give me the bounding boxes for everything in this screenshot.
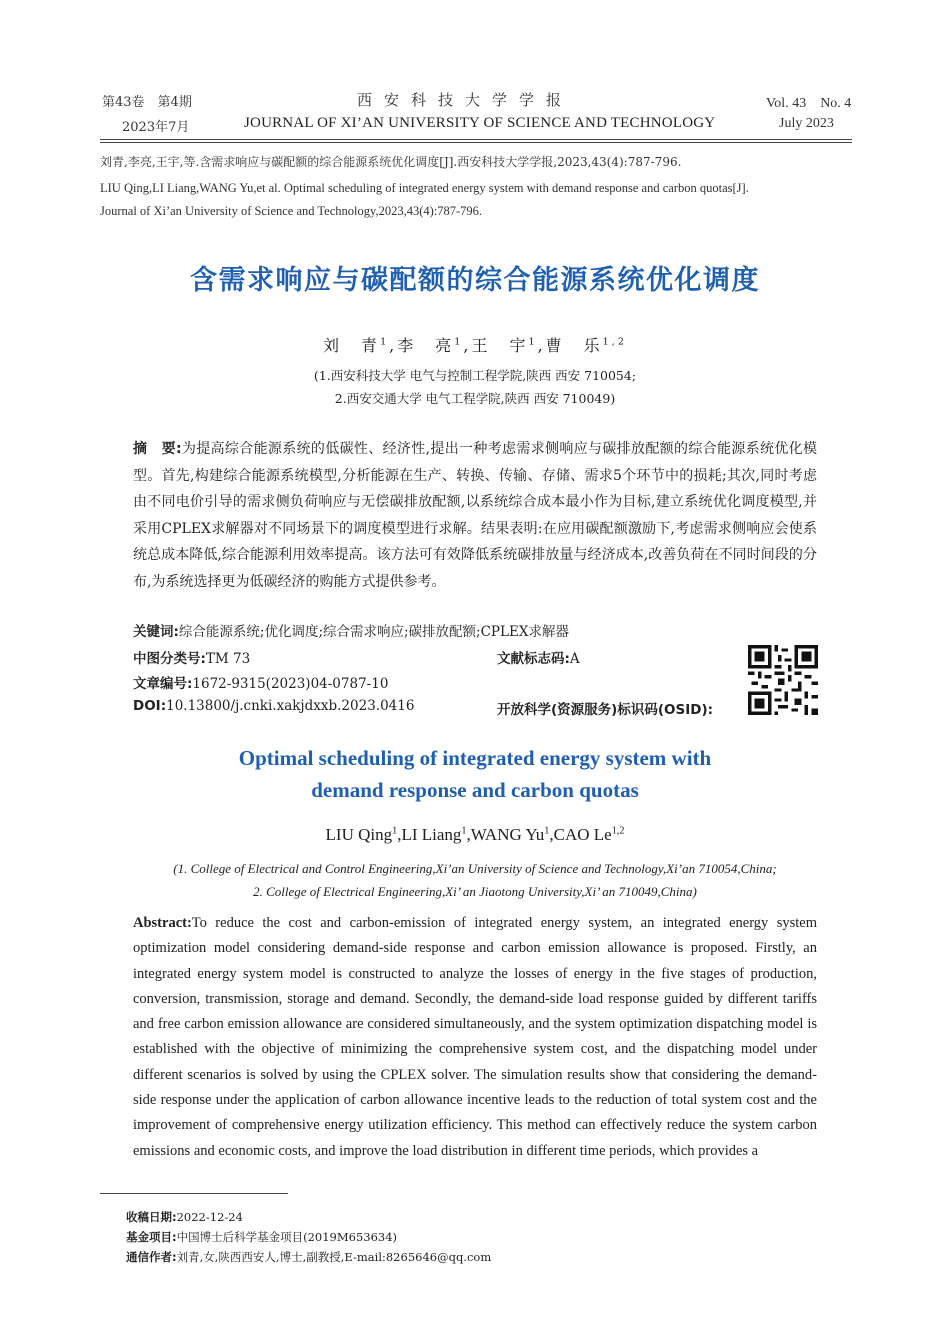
citation-en-1: LIU Qing,LI Liang,WANG Yu,et al. Optimal scheduling of integrated energy system with demand response and carbon quotas[J]. bbox=[100, 181, 749, 195]
abstract-cn-label: 摘 要: bbox=[133, 441, 182, 457]
issue-date-cn: 2023年7月 bbox=[122, 120, 190, 135]
author-li-liang-en: ,LI Liang bbox=[397, 825, 462, 844]
author-sup: 1 bbox=[454, 336, 464, 348]
paper-title-en bbox=[0, 742, 950, 806]
doc-label: 文献标志码: bbox=[497, 651, 570, 667]
author-wang-yu: ,王 宇 bbox=[463, 336, 529, 355]
header-rule bbox=[100, 139, 852, 140]
document-code bbox=[497, 647, 580, 667]
abstract-cn-text: 为提高综合能源系统的低碳性、经济性,提出一种考虑需求侧响应与碳排放配额的综合能源系统优化模型。首先,构建综合能源系统模型,分析能源在生产、转换、传输、存储、需求5个环节中的损耗;其次,同时考虑由不同电价引导的需求侧负荷响应与无偿碳排放配额,以系统综合成本最小作为目标,建立系统优化调度模型,并采用CPLEX求解器对不同场景下的调度模型进行求解。结果表明:在应用碳配额激励下,考虑需求侧响应会使系统总成本降低,综合能源利用效率提高。该方法可有效降低系统碳排放量与经济成本,改善负荷在不同时间段的分布,为系统选择更为低碳经济的购能方式提供参考。 bbox=[133, 441, 817, 590]
author-value: 刘青,女,陕西西安人,博士,副教授,E-mail:8265646@qq.com bbox=[176, 1250, 492, 1264]
author-liu-qing-en: LIU Qing bbox=[325, 825, 393, 844]
author-li-liang: ,李 亮 bbox=[389, 336, 455, 355]
article-value: 1672-9315(2023)04-0787-10 bbox=[192, 676, 389, 692]
author-sup: 1 bbox=[544, 825, 550, 837]
abstract-en bbox=[133, 911, 817, 1164]
keywords-text: 综合能源系统;优化调度;综合需求响应;碳排放配额;CPLEX求解器 bbox=[178, 624, 569, 640]
author-liu-qing: 刘 青 bbox=[323, 336, 381, 355]
fund-label: 基金项目: bbox=[126, 1230, 177, 1244]
affiliation-cn-2: 2.西安交通大学 电气工程学院,陕西 西安 710049) bbox=[334, 391, 616, 406]
paper-title-en-line1: Optimal scheduling of integrated energy system with bbox=[238, 746, 712, 770]
author-cao-le: ,曹 乐 bbox=[537, 336, 603, 355]
citation-cn: 刘青,李亮,王宇,等.含需求响应与碳配额的综合能源系统优化调度[J].西安科技大学学报,2023,43(4):787-796. bbox=[100, 155, 682, 169]
keywords-label: 关键词: bbox=[133, 624, 179, 640]
authors-cn bbox=[0, 333, 950, 356]
article-number bbox=[133, 672, 388, 692]
corresponding-author bbox=[126, 1249, 491, 1265]
doi bbox=[133, 698, 414, 714]
fund-value: 中国博士后科学基金项目(2019M653634) bbox=[176, 1230, 398, 1244]
osid bbox=[497, 698, 713, 718]
clc-number bbox=[133, 647, 250, 667]
citation-en-2: Journal of Xi’an University of Science and Technology,2023,43(4):787-796. bbox=[100, 204, 483, 218]
paper-title-en-line2: demand response and carbon quotas bbox=[311, 778, 639, 802]
author-sup: 1 bbox=[528, 336, 538, 348]
abstract-en-label: Abstract: bbox=[133, 915, 192, 931]
author-sup: 1 bbox=[461, 825, 467, 837]
abstract-en-text: To reduce the cost and carbon-emission of integrated energy system, an integrated energy system optimization model considering demand-side response and carbon emission allowance is proposed. Firstly, an integrated energy system model is constructed to analyze the losses of energy in the five stages of production, conversion, transmission, storage and demand. Secondly, the demand-side load response guided by different tariffs and free carbon emission allowance are considered simultaneously, and the system optimization dispatching model is established with the objective of minimizing the comprehensive system cost, and the dispatching model under different scenarios is solved by using the CPLEX solver. The simulation results show that considering the demand-side response under the application of carbon allowance incentive leads to the reduction of total system cost and the improvement of comprehensive energy utilization efficiency. This method can effectively reduce the system carbon emissions and economic costs, and improve the load distribution in different time periods, which provides a bbox=[133, 915, 817, 1159]
header-rule-2 bbox=[100, 142, 852, 143]
journal-name-en: JOURNAL OF XI’AN UNIVERSITY OF SCIENCE AND TECHNOLOGY bbox=[244, 115, 716, 131]
authors-en bbox=[0, 825, 950, 845]
author-cao-le-en: ,CAO Le bbox=[549, 825, 612, 844]
clc-label: 中图分类号: bbox=[133, 651, 206, 667]
author-label: 通信作者: bbox=[126, 1250, 177, 1264]
author-sup: 1 bbox=[380, 336, 390, 348]
doi-label: DOI: bbox=[133, 698, 167, 714]
osid-label: 开放科学(资源服务)标识码(OSID): bbox=[497, 702, 714, 718]
issue-date-en: July 2023 bbox=[779, 116, 834, 131]
received-date bbox=[126, 1209, 243, 1225]
author-sup: 1,2 bbox=[602, 336, 627, 348]
received-value: 2022-12-24 bbox=[176, 1210, 243, 1224]
doc-value: A bbox=[569, 651, 580, 667]
abstract-cn bbox=[133, 436, 817, 596]
affiliation-en-1: (1. College of Electrical and Control Engineering,Xi’an University of Science and Technology,Xi’an 710054,China; bbox=[173, 861, 777, 876]
footnote-rule bbox=[100, 1193, 288, 1194]
clc-value: TM 73 bbox=[205, 651, 251, 667]
doi-value: 10.13800/j.cnki.xakjdxxb.2023.0416 bbox=[166, 698, 415, 714]
affiliation-en-2: 2. College of Electrical Engineering,Xi’ an Jiaotong University,Xi’ an 710049,China) bbox=[253, 884, 697, 899]
volume-en: Vol. 43 No. 4 bbox=[766, 96, 852, 111]
author-wang-yu-en: ,WANG Yu bbox=[466, 825, 545, 844]
author-sup: 1 bbox=[392, 825, 398, 837]
author-sup: 1,2 bbox=[611, 825, 625, 837]
qr-code-icon[interactable] bbox=[748, 645, 818, 715]
article-label: 文章编号: bbox=[133, 676, 193, 692]
affiliation-cn-1: (1.西安科技大学 电气与控制工程学院,陕西 西安 710054; bbox=[313, 368, 637, 383]
received-label: 收稿日期: bbox=[126, 1210, 177, 1224]
issue-number: 第43卷 第4期 bbox=[102, 95, 192, 110]
journal-name-cn: 西安科技大学学报 bbox=[357, 91, 574, 109]
paper-title-cn: 含需求响应与碳配额的综合能源系统优化调度 bbox=[190, 265, 760, 296]
fund-project bbox=[126, 1229, 397, 1245]
keywords-cn bbox=[133, 620, 817, 640]
